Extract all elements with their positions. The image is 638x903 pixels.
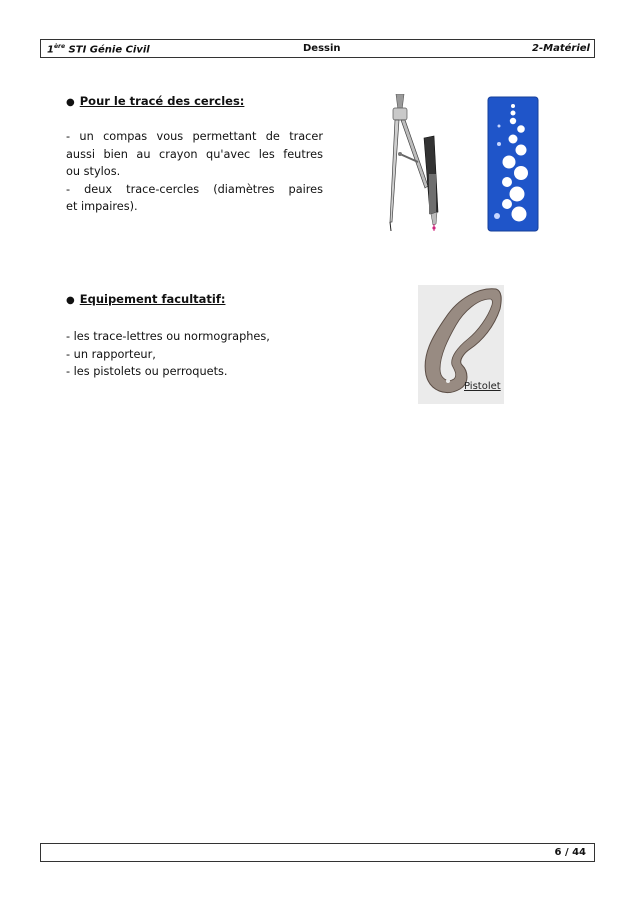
page-footer xyxy=(40,843,595,862)
circle-template-icon xyxy=(487,96,539,232)
bullet-icon: ● xyxy=(66,97,75,108)
compass-icon xyxy=(380,94,450,234)
paragraph-optional: - les trace-lettres ou normographes, - un rapporteur, - les pistolets ou perroquets. xyxy=(66,330,270,378)
page-number: 6 / 44 xyxy=(554,847,586,858)
section-title-optional: ● Equipement facultatif: xyxy=(66,292,226,306)
bullet-icon: ● xyxy=(66,295,75,306)
page-header xyxy=(40,39,595,58)
pistolet-caption: Pistolet xyxy=(464,381,501,392)
section-title-circles: ● Pour le tracé des cercles: xyxy=(66,94,245,108)
header-chapter: 2-Matériel xyxy=(532,43,590,54)
header-course: 1ère STI Génie Civil xyxy=(47,43,150,56)
paragraph-circles: - un compas vous permettant de tracer aussi bien au crayon qu'avec les feutres ou stylos. - deux trace-cercles (diamètres paires et impaires). xyxy=(66,130,323,213)
header-subject: Dessin xyxy=(303,43,341,54)
